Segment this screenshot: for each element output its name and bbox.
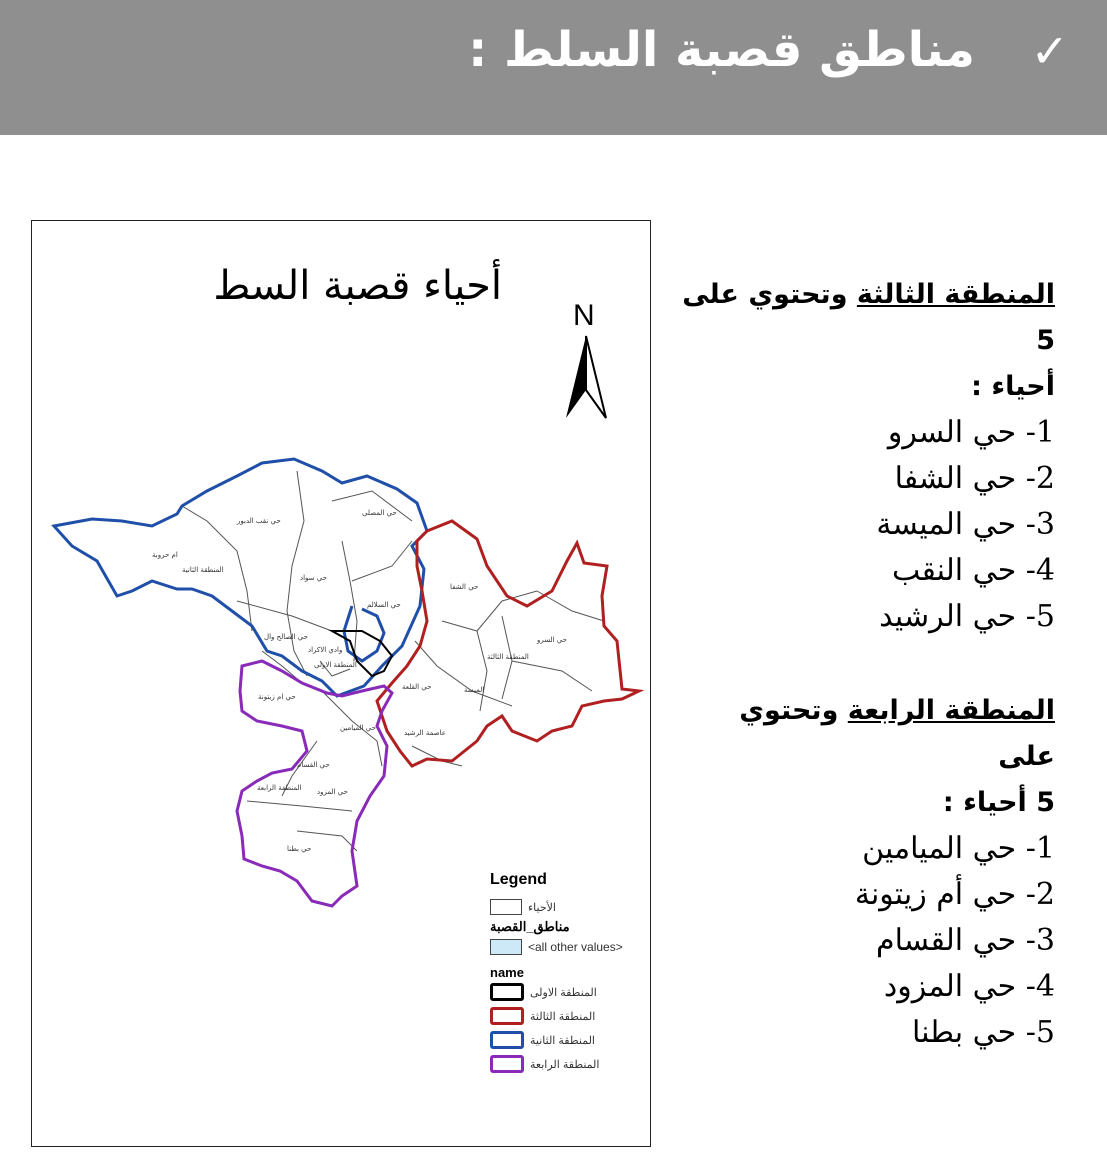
- legend-subtitle: مناطق_القصبة: [490, 919, 570, 934]
- district-label: حي نقب الدبور: [237, 517, 281, 525]
- legend-label: <all other values>: [528, 940, 623, 954]
- zone3-item: 2- حي الشفا: [894, 461, 1055, 496]
- legend-row: [490, 895, 640, 919]
- district-boundaries: [182, 471, 604, 851]
- zone3-heading-rest: وتحتوي على 5: [682, 279, 1055, 356]
- legend-label: المنطقة الثانية: [530, 1034, 595, 1047]
- district-label: حي السرو: [537, 636, 567, 644]
- legend-swatch: [490, 1055, 524, 1073]
- district-label: حي المصلى: [362, 509, 397, 517]
- zone4-item: 4- حي المزود: [883, 969, 1055, 1004]
- zone4-description: [675, 688, 1055, 1056]
- legend-label: المنطقة الرابعة: [530, 1058, 600, 1071]
- district-label: وادي الاكراد: [308, 646, 343, 654]
- district-label: حي المزود: [317, 788, 348, 796]
- zone4-heading: [675, 688, 1055, 780]
- legend-field: name: [490, 965, 524, 980]
- north-label: N: [573, 299, 595, 332]
- legend-row: [490, 980, 640, 1004]
- district-label: حي سواد: [300, 574, 327, 582]
- legend-row: [490, 935, 640, 959]
- legend-swatch: [490, 1031, 524, 1049]
- district-label: المنطقة الرابعة: [257, 784, 302, 792]
- district-label: حي القلعة: [402, 683, 432, 691]
- district-label: المنطقة الثالثة: [487, 653, 529, 661]
- header-bar: [0, 0, 1107, 135]
- legend-row: [490, 1004, 640, 1028]
- district-label: حي بطنا: [287, 845, 312, 853]
- zone3-heading: [675, 272, 1055, 364]
- zone4-item: 2- حي أم زيتونة: [854, 877, 1055, 912]
- zone3-item: 5- حي الرشيد: [879, 599, 1055, 634]
- district-label: المنطقة الاولى: [314, 661, 357, 669]
- legend-label: المنطقة الثالثة: [530, 1010, 596, 1023]
- legend-swatch: [490, 983, 524, 1001]
- zone4-item: 3- حي القسام: [876, 923, 1055, 958]
- check-icon: ✓: [1030, 24, 1069, 78]
- district-label: حي الميامين: [340, 724, 376, 732]
- district-label: المنطقة الثانية: [182, 566, 224, 574]
- legend-swatch: [490, 899, 522, 915]
- zone4-item: 1- حي الميامين: [862, 831, 1055, 866]
- page-title: مناطق قصبة السلط :: [468, 22, 975, 78]
- zone2-boundary: [54, 459, 427, 696]
- district-label: ام حروبة: [152, 551, 178, 559]
- zone3-item: 4- حي النقب: [891, 553, 1055, 588]
- district-label: عاصمة الرشيد: [404, 729, 446, 737]
- district-label: حي ام زيتونة: [258, 693, 296, 701]
- zone3-heading-line2: أحياء :: [971, 371, 1055, 402]
- map-legend: [490, 871, 640, 1076]
- legend-label: الأحياء: [528, 901, 556, 914]
- legend-title: Legend: [490, 871, 547, 888]
- district-label: حي الصالح وال: [264, 633, 308, 641]
- zone3-item: 3- حي الميسة: [876, 507, 1055, 542]
- zone3-heading-underlined: المنطقة الثالثة: [856, 279, 1055, 310]
- district-label: حي السلالم: [367, 601, 401, 609]
- legend-swatch: [490, 939, 522, 955]
- zone2-inner: [344, 606, 384, 661]
- zone4-heading-underlined: المنطقة الرابعة: [847, 695, 1055, 726]
- map-frame: [31, 220, 651, 1147]
- zone4-item: 5- حي بطنا: [911, 1015, 1055, 1050]
- zone4-heading-rest: وتحتوي على: [739, 695, 1055, 772]
- map-title: أحياء قصبة السط: [213, 263, 502, 309]
- legend-row: [490, 1028, 640, 1052]
- district-label: حي الشفا: [450, 583, 479, 591]
- legend-row: [490, 1052, 640, 1076]
- district-label: الميسة: [464, 686, 485, 694]
- zone4-heading-line2: 5 أحياء :: [942, 787, 1055, 818]
- legend-label: المنطقة الاولى: [530, 986, 597, 999]
- zone3-item: 1- حي السرو: [887, 415, 1055, 450]
- district-label: حي القسام: [297, 761, 330, 769]
- zone3-description: [675, 272, 1055, 640]
- legend-swatch: [490, 1007, 524, 1025]
